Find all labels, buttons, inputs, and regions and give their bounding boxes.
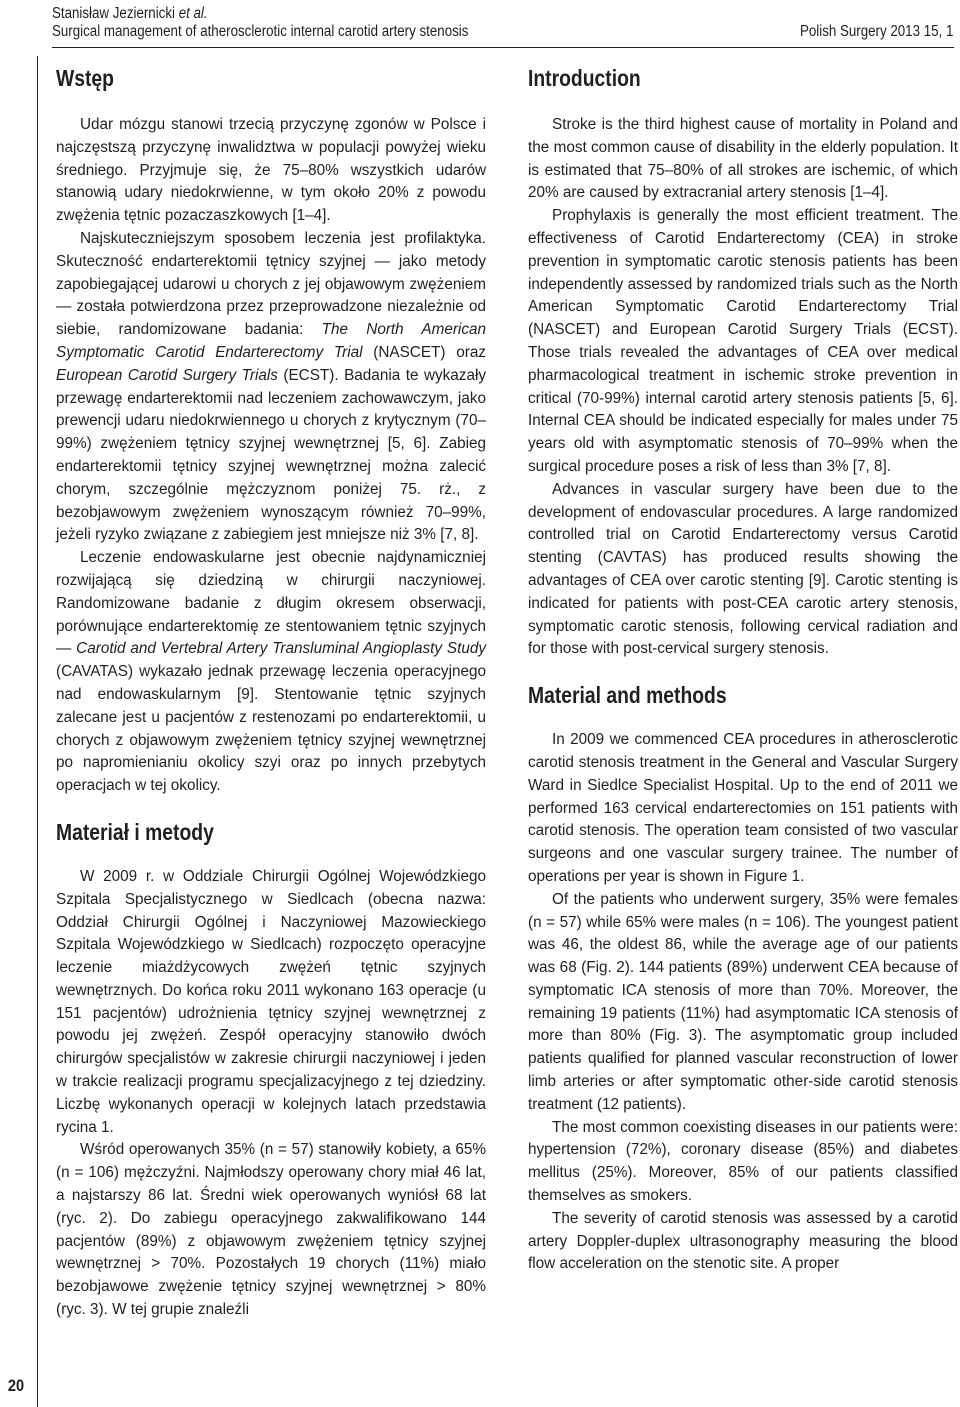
text-run: (NASCET) oraz — [362, 343, 486, 361]
paragraph: W 2009 r. w Oddziale Chirurgii Ogólnej Wojewódzkiego Szpitala Specjalistycznego w Siedlcach (obecna nazwa: Oddział Chirurgii Ogólnej i Naczyniowej Mazowieckiego Szpitala Wojewódzkiego w Siedlcach) rozpoczęto operacyjne leczenie miażdżycowych zwężeń tętnic szyjnych wewnętrznych. Do końca roku 2011 wykonano 163 operacje (u 151 pacjentów) udrożnienia tętnicy szyjnej wewnętrznej z powodu jej zwężeń. Zespół operacyjny stanowiło dwóch chirurgów specjalistów w zakresie chirurgii naczyniowej i jeden w trakcie realizacji programu specjalizacyjnego z tej dziedziny. Liczbę wykonanych operacji w kolejnych latach przedstawia rycina 1. — [56, 867, 486, 1136]
margin-rule — [37, 56, 38, 1407]
methods-pl-text — [56, 866, 486, 1322]
english-column — [528, 60, 958, 1276]
paragraph: Wśród operowanych 35% (n = 57) stanowiły kobiety, a 65% (n = 106) mężczyźni. Najmłodszy operowany chory miał 46 lat, a najstarszy 86 lat. Średni wiek operowanych wyniósł 68 lat (ryc. 2). Do zabiegu operacyjnego zakwalifikowano 144 pacjentów (89%) z objawowym zwężeniem tętnicy szyjnej wewnętrznej > 70%. Pozostałych 19 chorych (11%) miało bezobjawowe zwężenie tętnicy szyjnej wewnętrznej > 80% (ryc. 3). W tej grupie znaleźli — [56, 1141, 486, 1319]
paragraph: The severity of carotid stenosis was assessed by a carotid artery Doppler-duplex ultrasonography measuring the blood flow acceleration on the stenotic site. A proper — [528, 1209, 958, 1273]
author-etal: et al. — [178, 5, 208, 22]
text-run: Leczenie endowaskularne jest obecnie najdynamiczniej rozwijającą się dziedziną w chirurgii naczyniowej. Randomizowane badanie z długim okresem obserwacji, porównujące endarterektomię ze stentowaniem tętnic szyjnych — — [56, 549, 486, 658]
paragraph — [56, 547, 486, 798]
paragraph: Advances in vascular surgery have been due to the development of endovascular procedures. A large randomized controlled trial on Carotid Endarterectomy versus Carotid stenting (CAVTAS) has produced results showing the advantages of CEA over carotic stenting [9]. Carotic stenting is indicated for patients with post-CEA carotic artery stenosis, symptomatic carotic stenosis, following cervical radiation and for those with post-cervical surgery stenosis. — [528, 480, 958, 658]
paragraph: Prophylaxis is generally the most efficient treatment. The effectiveness of Carotid Endarterectomy (CEA) in stroke prevention in symptomatic carotic stenosis patients has been independently assessed by randomized trials such as the North American Symptomatic Carotid Endarterectomy Trial (NASCET) and European Carotid Surgery Trials (ECST). Those trials revealed the advantages of CEA over medical pharmacological treatment in ischemic stroke prevention in critical (70-99%) internal carotid artery stenosis patients [5, 6]. Internal CEA should be indicated especially for males under 75 years old with asymptomatic stenosis of 70–99% when the surgical procedure poses a risk of less than 3% [7, 8]. — [528, 207, 958, 475]
paragraph: In 2009 we commenced CEA procedures in atherosclerotic carotid stenosis treatment in the General and Vascular Surgery Ward in Siedlce Specialist Hospital. Up to the end of 2011 we performed 163 cervical endarterectomies on 151 patients with carotid stenosis. The operation team consisted of two vascular surgeons and one vascular surgery trainee. The number of operations per year is shown in Figure 1. — [528, 731, 958, 885]
text-run: (CAVATAS) wykazało jednak przewagę leczenia operacyjnego nad endowaskularnym [9]. Stentowanie tętnic szyjnych zalecane jest u pacjentów z restenozami po endarterektomii, u chorych z objawowym zwężeniem tętnicy szyjnej wewnętrznej po napromienianiu okolicy szyi oraz po innych przebytych operacjach w tej okolicy. — [56, 663, 486, 795]
paragraph: Stroke is the third highest cause of mortality in Poland and the most common cause of disability in the elderly population. It is estimated that 75–80% of all strokes are ischemic, of which 20% are caused by extracranial artery stenosis [1–4]. — [528, 116, 958, 202]
section-heading-intro-en: Introduction — [528, 65, 641, 91]
text-run: Najskuteczniejszym sposobem leczenia jest profilaktyka. Skuteczność endarterektomii tętnicy szyjnej — jako metody zapobiegającej udarowi u chorych z jej objawowym zwężeniem — została potwierdzona przez przeprowadzone niezależnie od siebie, randomizowane badania: — [56, 229, 486, 339]
intro-en-text — [528, 114, 958, 661]
running-head-title: Surgical management of atherosclerotic internal carotid artery stenosis — [52, 23, 469, 40]
paragraph: Udar mózgu stanowi trzecią przyczynę zgonów w Polsce i najczęstszą przyczynę inwalidztwa w populacji powyżej wieku średniego. Przyjmuje się, że 75–80% wszystkich udarów stanowią udary niedokrwienne, w tym około 20% z powodu zwężenia tętnic pozaczaszkowych [1–4]. — [56, 116, 486, 225]
paragraph: Of the patients who underwent surgery, 35% were females (n = 57) while 65% were males (n = 106). The youngest patient was 46, the oldest 86, while the average age of our patients was 68 (Fig. 2). 144 patients (89%) underwent CEA because of symptomatic ICA stenosis of more than 70%. Moreover, the remaining 19 patients (11%) had asymptomatic ICA stenosis of more than 80% (Fig. 3). The asymptomatic group included patients qualified for planned vascular reconstruction of lower limb arteries or after symptomatic other-side carotid stenosis treatment (12 patients). — [528, 890, 958, 1113]
methods-en-text — [528, 729, 958, 1276]
author-name: Stanisław Jeziernicki — [52, 5, 175, 22]
polish-column — [56, 60, 486, 1322]
paragraph: The most common coexisting diseases in our patients were: hypertension (72%), coronary disease (85%) and diabetes mellitus (25%). Moreover, 85% of our patients classified themselves as smokers. — [528, 1118, 958, 1205]
section-heading-methods-en: Material and methods — [528, 682, 727, 709]
trial-name-italic: The North American Symptomatic Carotid Endarterectomy Trial — [56, 321, 486, 361]
text-run: (ECST). Badania te wykazały przewagę endarterektomii nad leczeniem zachowawczym, jako prewencji udaru niedokrwiennego u chorych z krytycznym (70–99%) zwężeniem tętnicy szyjnej wewnętrznej [5, 6]. Zabieg endarterektomii tętnicy szyjnej wewnętrznej można zalecić chorym, szczególnie mężczyznom poniżej 75. rż., z bezobjawowym zwężeniem wynoszącym również 70–99%, jeżeli ryzyko związane z zabiegiem jest mniejsze niż 3% [7, 8]. — [56, 366, 486, 544]
intro-pl-text — [56, 114, 486, 798]
running-head-journal: Polish Surgery 2013 15, 1 — [799, 23, 953, 40]
paragraph — [56, 228, 486, 547]
section-heading-intro-pl: Wstęp — [56, 65, 114, 91]
header-rule — [52, 47, 954, 48]
page-number: 20 — [7, 1376, 25, 1395]
study-name-italic: Carotid and Vertebral Artery Transluminal Angioplasty Study — [76, 640, 487, 658]
section-heading-methods-pl: Materiał i metody — [56, 818, 214, 845]
running-head-authors — [52, 4, 208, 23]
trial-name-italic: European Carotid Surgery Trials — [56, 366, 278, 384]
